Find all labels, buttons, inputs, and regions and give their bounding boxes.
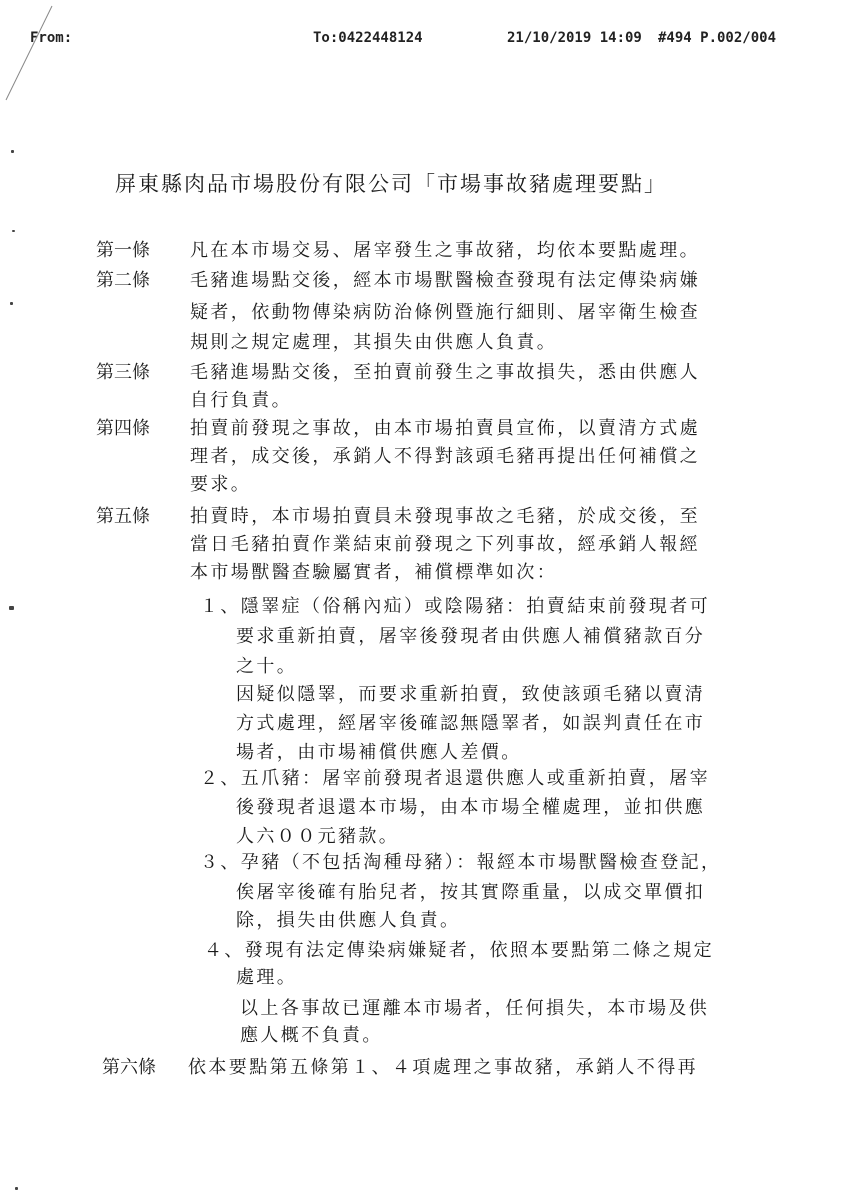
article-text-line: 拍賣前發現之事故，由本市場拍賣員宣佈，以賣清方式處 xyxy=(190,418,700,439)
article-label: 第二條 xyxy=(96,270,150,291)
scan-speck xyxy=(11,150,14,153)
item-text-line: ２、五爪豬：屠宰前發現者退還供應人或重新拍賣，屠宰 xyxy=(200,768,710,789)
item-text-line: 俟屠宰後確有胎兒者，按其實際重量，以成交單價扣 xyxy=(236,882,706,903)
article-label: 第四條 xyxy=(96,418,150,439)
item-text-line: 人六００元豬款。 xyxy=(236,826,400,847)
article-label: 第六條 xyxy=(102,1057,156,1078)
closing-text-line: 應人概不負責。 xyxy=(240,1025,383,1046)
closing-text-line: 以上各事故已運離本市場者，任何損失，本市場及供 xyxy=(240,998,710,1019)
fax-page: #494 P.002/004 xyxy=(658,30,777,46)
scan-speck xyxy=(10,302,13,305)
article-text-line: 理者，成交後，承銷人不得對該頭毛豬再提出任何補償之 xyxy=(190,446,700,467)
article-text-line: 當日毛豬拍賣作業結束前發現之下列事故，經承銷人報經 xyxy=(190,534,700,555)
article-text-line: 毛豬進場點交後，至拍賣前發生之事故損失，悉由供應人 xyxy=(190,362,700,383)
scan-stroke-decoration xyxy=(0,0,60,110)
item-text-line: ４、發現有法定傳染病嫌疑者，依照本要點第二條之規定 xyxy=(204,940,714,961)
item-text-line: 場者，由市場補償供應人差價。 xyxy=(236,742,522,763)
item-text-line: ３、孕豬（不包括淘種母豬）：報經本市場獸醫檢查登記， xyxy=(200,852,722,873)
scan-speck xyxy=(12,230,15,232)
item-text-line: 後發現者退還本市場，由本市場全權處理，並扣供應 xyxy=(236,797,706,818)
article-label: 第一條 xyxy=(96,240,150,261)
fax-header xyxy=(0,30,849,54)
item-text-line: １、隱睪症（俗稱內疝）或陰陽豬：拍賣結束前發現者可 xyxy=(200,596,710,617)
article-text-line: 本市場獸醫查驗屬實者，補償標準如次： xyxy=(190,562,558,583)
fax-from: From: xyxy=(30,30,73,46)
item-text-line: 因疑似隱睪，而要求重新拍賣，致使該頭毛豬以賣清 xyxy=(236,684,706,705)
article-text-line: 要求。 xyxy=(190,474,252,495)
scan-speck xyxy=(15,1187,18,1190)
article-text-line: 規則之規定處理，其損失由供應人負責。 xyxy=(190,332,558,353)
item-text-line: 處理。 xyxy=(236,967,298,988)
fax-to: To:0422448124 xyxy=(313,30,423,46)
article-label: 第三條 xyxy=(96,362,150,383)
item-text-line: 方式處理，經屠宰後確認無隱睪者，如誤判責任在市 xyxy=(236,713,706,734)
article-text-line: 拍賣時，本市場拍賣員未發現事故之毛豬，於成交後，至 xyxy=(190,506,700,527)
document-title: 屏東縣肉品市場股份有限公司「市場事故豬處理要點」 xyxy=(115,172,667,196)
fax-datetime: 21/10/2019 14:09 xyxy=(507,30,642,46)
article-text-line: 毛豬進場點交後，經本市場獸醫檢查發現有法定傳染病嫌 xyxy=(190,270,700,291)
article-text-line: 自行負責。 xyxy=(190,390,292,411)
scan-speck xyxy=(9,606,14,610)
article-label: 第五條 xyxy=(96,506,150,527)
item-text-line: 之十。 xyxy=(236,656,298,677)
item-text-line: 要求重新拍賣，屠宰後發現者由供應人補償豬款百分 xyxy=(236,626,706,647)
article-text-line: 凡在本市場交易、屠宰發生之事故豬，均依本要點處理。 xyxy=(190,240,700,261)
article-text-line: 疑者，依動物傳染病防治條例暨施行細則、屠宰衛生檢查 xyxy=(190,302,700,323)
item-text-line: 除，損失由供應人負責。 xyxy=(236,910,461,931)
article-text-line: 依本要點第五條第１、４項處理之事故豬，承銷人不得再 xyxy=(188,1057,698,1078)
